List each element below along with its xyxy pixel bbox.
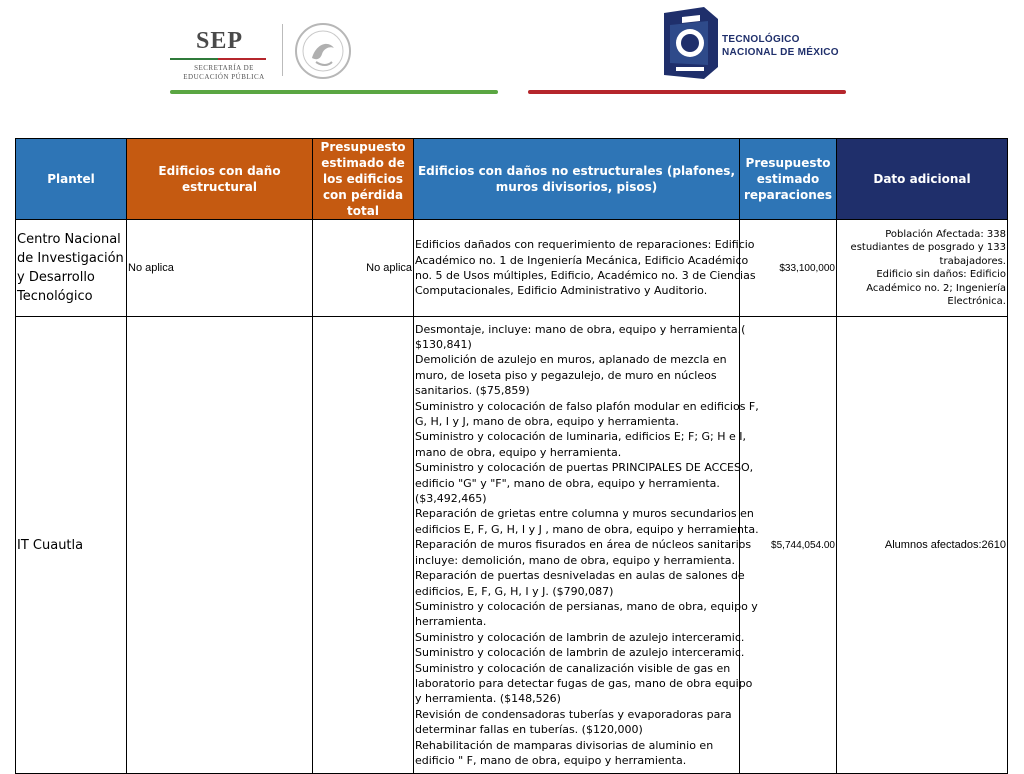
tecnm-emblem-icon <box>660 5 720 80</box>
table-header-row <box>16 139 1008 220</box>
text-line: Suministro y colocación de lambrin de azulejo interceramic. <box>415 646 745 660</box>
text-line: Reparación de muros fisurados en área de núcleos sanitarios <box>415 538 752 552</box>
cell-danios-no-estructurales <box>414 317 759 774</box>
text-line: sanitarios. ($75,859) <box>415 384 530 398</box>
cell-presupuesto-perdida <box>313 317 414 774</box>
text-line: laboratorio para detectar fugas de gas, mano de obra equipo <box>415 676 753 690</box>
tecnm-name-line-2: NACIONAL DE MÉXICO <box>722 47 839 58</box>
text-line: edificio " F, mano de obra, equipo y herramienta. <box>415 753 687 767</box>
header-danios-no-estructurales: Edificios con daños no estructurales (plafones, muros divisorios, pisos) <box>414 139 740 220</box>
text-line: Computacionales, Edificio Administrativo y Auditorio. <box>415 284 708 298</box>
text-line: ($3,492,465) <box>415 492 487 506</box>
text-line: trabajadores. <box>939 255 1006 267</box>
header-dato-adicional: Dato adicional <box>837 139 1008 220</box>
text-line: Revisión de condensadoras tuberías y evaporadoras para <box>415 707 732 721</box>
text-line: Reparación de puertas desniveladas en aulas de salones de <box>415 569 745 583</box>
text-line: Suministro y colocación de canalización visible de gas en <box>415 661 731 675</box>
damage-report-table <box>15 138 1008 774</box>
text-line: no. 5 de Usos múltiples, Edificio, Académico no. 3 de Ciencias <box>415 269 756 282</box>
sep-flag-line <box>170 58 266 60</box>
header-presupuesto-perdida: Presupuesto estimado de los edificios con pérdida total <box>313 139 414 220</box>
text-line: Suministro y colocación de persianas, mano de obra, equipo y <box>415 599 758 613</box>
text-line: Electrónica. <box>947 296 1006 307</box>
text-line: Suministro y colocación de puertas PRINCIPALES DE ACCESO, <box>415 461 754 475</box>
cell-danios-no-estructurales <box>414 220 756 317</box>
cell-danio-estructural: No aplica <box>127 220 313 317</box>
sep-subtitle <box>174 64 274 82</box>
text-line: Edificios dañados con requerimiento de reparaciones: Edificio <box>415 238 755 252</box>
text-line: determinar fallas en tuberías. ($120,000) <box>415 723 643 737</box>
text-line: Académico no. 2; Ingeniería <box>866 282 1006 294</box>
text-line: mano de obra, equipo y herramienta. <box>415 445 622 459</box>
cell-plantel: IT Cuautla <box>16 317 127 774</box>
text-line: Edificio sin daños: Edificio <box>876 269 1006 280</box>
text-line: Suministro y colocación de lambrin de azulejo interceramic. <box>415 630 745 644</box>
text-line: Desmontaje, incluye: mano de obra, equipo y herramienta.( <box>415 322 746 336</box>
text-line: Suministro y colocación de luminaria, edificios E; F; G; H e I, <box>415 430 747 444</box>
tecnm-name <box>722 33 839 59</box>
logo-divider <box>282 24 283 76</box>
text-line: edificios E, F, G, H, I y J , mano de obra, equipo y herramienta. <box>415 522 759 536</box>
cell-presupuesto-reparaciones: $33,100,000 <box>740 220 837 317</box>
red-accent-bar <box>528 90 846 94</box>
text-line: Demolición de azulejo en muros, aplanado de mezcla en <box>415 353 727 367</box>
tecnm-logo <box>660 5 850 80</box>
cell-dato-adicional <box>837 220 1008 317</box>
text-line: Suministro y colocación de falso plafón modular en edificios F, <box>415 399 759 413</box>
cell-presupuesto-reparaciones: $5,744,054.00 <box>740 317 837 774</box>
cell-dato-adicional: Alumnos afectados:2610 <box>837 317 1008 774</box>
text-line: edificio "G" y "F", mano de obra, equipo y herramienta. <box>415 476 720 490</box>
cell-presupuesto-perdida: No aplica <box>313 220 414 317</box>
cell-danio-estructural <box>127 317 313 774</box>
tecnm-name-line-1: TECNOLÓGICO <box>722 34 800 45</box>
header-danio-estructural: Edificios con daño estructural <box>127 139 313 220</box>
sep-subtitle-line-1: SECRETARÍA DE <box>194 64 254 72</box>
text-line: estudiantes de posgrado y 133 <box>850 242 1006 253</box>
green-accent-bar <box>170 90 498 94</box>
text-line: Rehabilitación de mamparas divisorias de aluminio en <box>415 738 714 752</box>
header-presupuesto-reparaciones: Presupuesto estimado reparaciones <box>740 139 837 220</box>
text-line: incluye: demolición, mano de obra, equipo y herramienta. <box>415 553 735 567</box>
text-line: herramienta. <box>415 615 487 629</box>
text-line: Reparación de grietas entre columna y muros secundarios en <box>415 507 754 521</box>
sep-logo <box>170 20 500 100</box>
cell-plantel: Centro Nacional de Investigación y Desarrollo Tecnológico <box>16 220 127 317</box>
text-line: y herramienta. ($148,526) <box>415 692 561 706</box>
sep-subtitle-line-2: EDUCACIÓN PÚBLICA <box>183 73 265 81</box>
table-row <box>16 317 1008 774</box>
text-line: Población Afectada: 338 <box>885 228 1006 240</box>
national-seal-icon <box>294 22 352 80</box>
text-line: G, H, I y J, mano de obra, equipo y herramienta. <box>415 415 680 429</box>
text-line: Académico no. 1 de Ingeniería Mecánica, Edificio Académico <box>415 253 749 267</box>
header-plantel: Plantel <box>16 139 127 220</box>
sep-acronym: SEP <box>196 28 244 54</box>
table-row <box>16 220 1008 317</box>
text-line: muro, de loseta piso y pegazulejo, de muro en núcleos <box>415 368 717 382</box>
text-line: edificios, E, F, G, H, I y J. ($790,087) <box>415 584 614 598</box>
text-line: $130,841) <box>415 338 472 352</box>
